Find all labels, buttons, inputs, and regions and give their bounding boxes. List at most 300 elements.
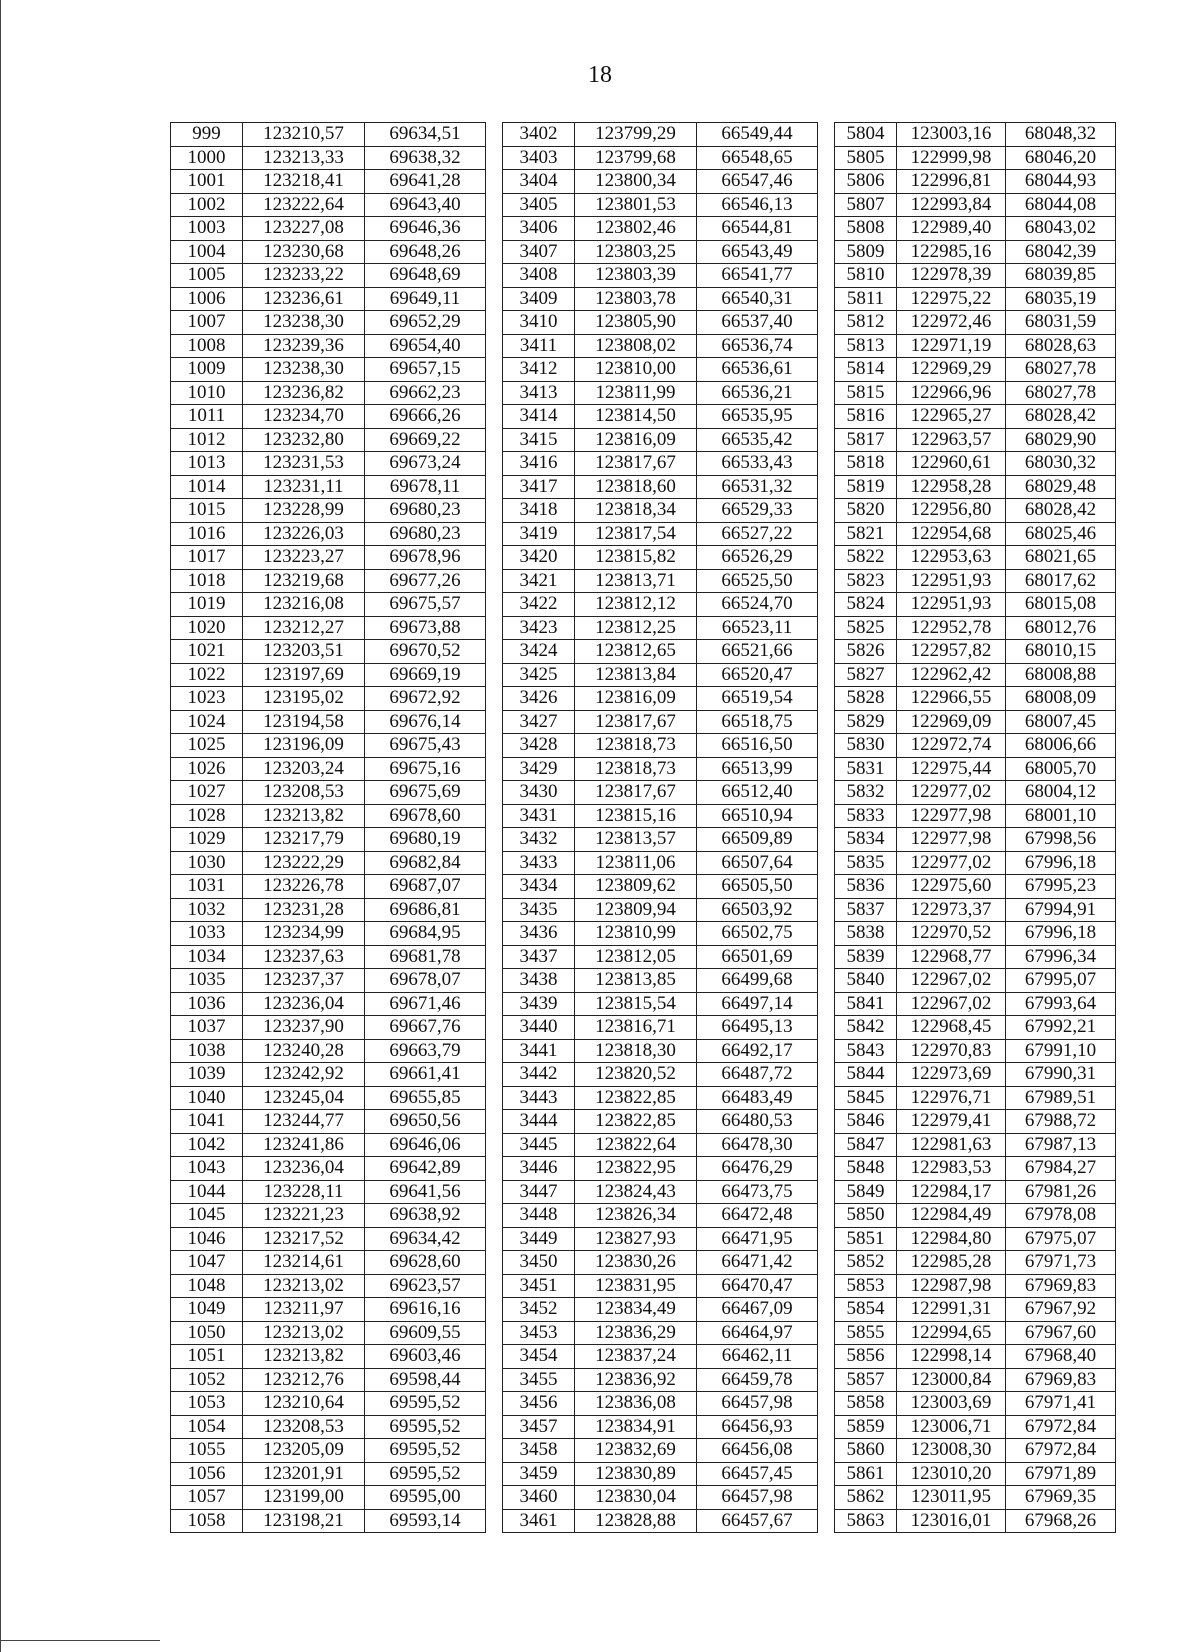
x-coordinate-cell: 123231,11 — [243, 475, 365, 499]
table-row — [835, 640, 1116, 664]
table-row — [503, 1039, 818, 1063]
table-row — [503, 804, 818, 828]
y-coordinate-cell: 69661,41 — [365, 1063, 486, 1087]
column-gap — [485, 122, 503, 1530]
y-coordinate-cell: 68005,70 — [1006, 757, 1116, 781]
point-number-cell: 1028 — [171, 804, 243, 828]
table-row — [835, 287, 1116, 311]
point-number-cell: 5821 — [835, 522, 897, 546]
table-row — [503, 992, 818, 1016]
point-number-cell: 5859 — [835, 1415, 897, 1439]
table-row — [171, 240, 486, 264]
point-number-cell: 1002 — [171, 193, 243, 217]
x-coordinate-cell: 123827,93 — [575, 1227, 697, 1251]
x-coordinate-cell: 122984,80 — [897, 1227, 1006, 1251]
table-row — [835, 922, 1116, 946]
table-row — [171, 851, 486, 875]
x-coordinate-cell: 123822,64 — [575, 1133, 697, 1157]
x-coordinate-cell: 123830,04 — [575, 1486, 697, 1510]
x-coordinate-cell: 123805,90 — [575, 311, 697, 335]
table-row — [835, 311, 1116, 335]
y-coordinate-cell: 67971,89 — [1006, 1462, 1116, 1486]
point-number-cell: 3415 — [503, 428, 575, 452]
table-row — [171, 1227, 486, 1251]
y-coordinate-cell: 67969,35 — [1006, 1486, 1116, 1510]
point-number-cell: 1050 — [171, 1321, 243, 1345]
table-row — [171, 1298, 486, 1322]
y-coordinate-cell: 69595,52 — [365, 1415, 486, 1439]
point-number-cell: 5852 — [835, 1251, 897, 1275]
y-coordinate-cell: 67984,27 — [1006, 1157, 1116, 1181]
y-coordinate-cell: 69680,19 — [365, 828, 486, 852]
point-number-cell: 5842 — [835, 1016, 897, 1040]
table-row — [171, 922, 486, 946]
point-number-cell: 5810 — [835, 264, 897, 288]
table-row — [835, 123, 1116, 147]
y-coordinate-cell: 66497,14 — [697, 992, 818, 1016]
y-coordinate-cell: 67995,23 — [1006, 875, 1116, 899]
table-row — [835, 499, 1116, 523]
point-number-cell: 3457 — [503, 1415, 575, 1439]
table-row — [835, 1016, 1116, 1040]
x-coordinate-cell: 123203,51 — [243, 640, 365, 664]
coordinate-table-1 — [170, 122, 486, 1533]
x-coordinate-cell: 123820,52 — [575, 1063, 697, 1087]
table-row — [835, 1180, 1116, 1204]
table-row — [835, 992, 1116, 1016]
y-coordinate-cell: 69628,60 — [365, 1251, 486, 1275]
point-number-cell: 3437 — [503, 945, 575, 969]
point-number-cell: 5860 — [835, 1439, 897, 1463]
table-row — [503, 922, 818, 946]
y-coordinate-cell: 69680,23 — [365, 522, 486, 546]
table-row — [503, 1204, 818, 1228]
point-number-cell: 3460 — [503, 1486, 575, 1510]
point-number-cell: 1045 — [171, 1204, 243, 1228]
point-number-cell: 3452 — [503, 1298, 575, 1322]
y-coordinate-cell: 66516,50 — [697, 734, 818, 758]
y-coordinate-cell: 69616,16 — [365, 1298, 486, 1322]
table-row — [171, 992, 486, 1016]
table-row — [835, 898, 1116, 922]
point-number-cell: 1025 — [171, 734, 243, 758]
point-number-cell: 5818 — [835, 452, 897, 476]
y-coordinate-cell: 68006,66 — [1006, 734, 1116, 758]
y-coordinate-cell: 69649,11 — [365, 287, 486, 311]
x-coordinate-cell: 122966,96 — [897, 381, 1006, 405]
table-row — [835, 1274, 1116, 1298]
y-coordinate-cell: 66512,40 — [697, 781, 818, 805]
table-row — [503, 358, 818, 382]
x-coordinate-cell: 123816,09 — [575, 687, 697, 711]
x-coordinate-cell: 122967,02 — [897, 992, 1006, 1016]
y-coordinate-cell: 69672,92 — [365, 687, 486, 711]
y-coordinate-cell: 68030,32 — [1006, 452, 1116, 476]
x-coordinate-cell: 122953,63 — [897, 546, 1006, 570]
point-number-cell: 5835 — [835, 851, 897, 875]
table-row — [171, 898, 486, 922]
table-row — [171, 499, 486, 523]
point-number-cell: 1010 — [171, 381, 243, 405]
table-row — [503, 428, 818, 452]
x-coordinate-cell: 122967,02 — [897, 969, 1006, 993]
y-coordinate-cell: 69687,07 — [365, 875, 486, 899]
point-number-cell: 3421 — [503, 569, 575, 593]
y-coordinate-cell: 68031,59 — [1006, 311, 1116, 335]
y-coordinate-cell: 67992,21 — [1006, 1016, 1116, 1040]
point-number-cell: 1037 — [171, 1016, 243, 1040]
point-number-cell: 3416 — [503, 452, 575, 476]
x-coordinate-cell: 123837,24 — [575, 1345, 697, 1369]
x-coordinate-cell: 122965,27 — [897, 405, 1006, 429]
x-coordinate-cell: 123836,08 — [575, 1392, 697, 1416]
y-coordinate-cell: 69595,52 — [365, 1462, 486, 1486]
table-row — [171, 546, 486, 570]
point-number-cell: 3406 — [503, 217, 575, 241]
x-coordinate-cell: 123208,53 — [243, 1415, 365, 1439]
y-coordinate-cell: 66502,75 — [697, 922, 818, 946]
x-coordinate-cell: 123813,71 — [575, 569, 697, 593]
y-coordinate-cell: 66462,11 — [697, 1345, 818, 1369]
x-coordinate-cell: 123800,34 — [575, 170, 697, 194]
table-row — [171, 264, 486, 288]
table-row — [171, 287, 486, 311]
point-number-cell: 5840 — [835, 969, 897, 993]
x-coordinate-cell: 122991,31 — [897, 1298, 1006, 1322]
point-number-cell: 5807 — [835, 193, 897, 217]
y-coordinate-cell: 68029,48 — [1006, 475, 1116, 499]
point-number-cell: 5806 — [835, 170, 897, 194]
x-coordinate-cell: 123240,28 — [243, 1039, 365, 1063]
table-row — [503, 1345, 818, 1369]
point-number-cell: 1017 — [171, 546, 243, 570]
table-row — [171, 1439, 486, 1463]
y-coordinate-cell: 68039,85 — [1006, 264, 1116, 288]
point-number-cell: 3435 — [503, 898, 575, 922]
point-number-cell: 1005 — [171, 264, 243, 288]
y-coordinate-cell: 68025,46 — [1006, 522, 1116, 546]
x-coordinate-cell: 123813,85 — [575, 969, 697, 993]
table-row — [171, 687, 486, 711]
point-number-cell: 1023 — [171, 687, 243, 711]
point-number-cell: 5843 — [835, 1039, 897, 1063]
x-coordinate-cell: 123006,71 — [897, 1415, 1006, 1439]
y-coordinate-cell: 68044,93 — [1006, 170, 1116, 194]
y-coordinate-cell: 69684,95 — [365, 922, 486, 946]
table-row — [835, 1462, 1116, 1486]
y-coordinate-cell: 66457,45 — [697, 1462, 818, 1486]
point-number-cell: 3426 — [503, 687, 575, 711]
y-coordinate-cell: 69646,06 — [365, 1133, 486, 1157]
point-number-cell: 5854 — [835, 1298, 897, 1322]
point-number-cell: 5820 — [835, 499, 897, 523]
x-coordinate-cell: 122958,28 — [897, 475, 1006, 499]
point-number-cell: 1029 — [171, 828, 243, 852]
x-coordinate-cell: 123237,63 — [243, 945, 365, 969]
table-row — [835, 1086, 1116, 1110]
table-row — [835, 1345, 1116, 1369]
x-coordinate-cell: 122956,80 — [897, 499, 1006, 523]
y-coordinate-cell: 66471,42 — [697, 1251, 818, 1275]
x-coordinate-cell: 123818,34 — [575, 499, 697, 523]
x-coordinate-cell: 123822,95 — [575, 1157, 697, 1181]
table-row — [503, 875, 818, 899]
x-coordinate-cell: 122981,63 — [897, 1133, 1006, 1157]
y-coordinate-cell: 67981,26 — [1006, 1180, 1116, 1204]
y-coordinate-cell: 66537,40 — [697, 311, 818, 335]
y-coordinate-cell: 69638,32 — [365, 146, 486, 170]
table-row — [835, 663, 1116, 687]
table-row — [171, 593, 486, 617]
x-coordinate-cell: 122962,42 — [897, 663, 1006, 687]
y-coordinate-cell: 69678,07 — [365, 969, 486, 993]
point-number-cell: 1035 — [171, 969, 243, 993]
y-coordinate-cell: 66471,95 — [697, 1227, 818, 1251]
table-row — [171, 475, 486, 499]
y-coordinate-cell: 66480,53 — [697, 1110, 818, 1134]
table-row — [171, 217, 486, 241]
y-coordinate-cell: 66457,98 — [697, 1486, 818, 1510]
x-coordinate-cell: 123222,29 — [243, 851, 365, 875]
x-coordinate-cell: 123011,95 — [897, 1486, 1006, 1510]
y-coordinate-cell: 66519,54 — [697, 687, 818, 711]
point-number-cell: 5853 — [835, 1274, 897, 1298]
y-coordinate-cell: 66501,69 — [697, 945, 818, 969]
table-row — [503, 1368, 818, 1392]
y-coordinate-cell: 69642,89 — [365, 1157, 486, 1181]
point-number-cell: 5823 — [835, 569, 897, 593]
y-coordinate-cell: 68001,10 — [1006, 804, 1116, 828]
point-number-cell: 3442 — [503, 1063, 575, 1087]
y-coordinate-cell: 66478,30 — [697, 1133, 818, 1157]
point-number-cell: 3407 — [503, 240, 575, 264]
x-coordinate-cell: 123803,39 — [575, 264, 697, 288]
y-coordinate-cell: 68028,42 — [1006, 405, 1116, 429]
coordinate-table-3 — [834, 122, 1116, 1533]
y-coordinate-cell: 67996,34 — [1006, 945, 1116, 969]
x-coordinate-cell: 122968,77 — [897, 945, 1006, 969]
y-coordinate-cell: 69609,55 — [365, 1321, 486, 1345]
table-row — [171, 123, 486, 147]
point-number-cell: 1053 — [171, 1392, 243, 1416]
table-row — [835, 452, 1116, 476]
y-coordinate-cell: 66526,29 — [697, 546, 818, 570]
table-row — [503, 687, 818, 711]
y-coordinate-cell: 66536,74 — [697, 334, 818, 358]
y-coordinate-cell: 69675,43 — [365, 734, 486, 758]
table-row — [503, 334, 818, 358]
table-row — [835, 734, 1116, 758]
y-coordinate-cell: 69678,60 — [365, 804, 486, 828]
point-number-cell: 5851 — [835, 1227, 897, 1251]
x-coordinate-cell: 123813,84 — [575, 663, 697, 687]
x-coordinate-cell: 123826,34 — [575, 1204, 697, 1228]
point-number-cell: 1000 — [171, 146, 243, 170]
point-number-cell: 5857 — [835, 1368, 897, 1392]
point-number-cell: 1027 — [171, 781, 243, 805]
point-number-cell: 5833 — [835, 804, 897, 828]
y-coordinate-cell: 69641,28 — [365, 170, 486, 194]
table-row — [503, 405, 818, 429]
x-coordinate-cell: 122972,46 — [897, 311, 1006, 335]
y-coordinate-cell: 66523,11 — [697, 616, 818, 640]
table-row — [835, 1368, 1116, 1392]
y-coordinate-cell: 67972,84 — [1006, 1415, 1116, 1439]
point-number-cell: 3422 — [503, 593, 575, 617]
x-coordinate-cell: 123811,99 — [575, 381, 697, 405]
coordinate-table-2 — [502, 122, 818, 1533]
x-coordinate-cell: 122963,57 — [897, 428, 1006, 452]
x-coordinate-cell: 123818,73 — [575, 734, 697, 758]
x-coordinate-cell: 123812,65 — [575, 640, 697, 664]
table-row — [503, 1415, 818, 1439]
y-coordinate-cell: 69670,52 — [365, 640, 486, 664]
table-row — [835, 193, 1116, 217]
point-number-cell: 5808 — [835, 217, 897, 241]
point-number-cell: 3432 — [503, 828, 575, 852]
point-number-cell: 3403 — [503, 146, 575, 170]
table-row — [171, 1016, 486, 1040]
point-number-cell: 1012 — [171, 428, 243, 452]
x-coordinate-cell: 123812,05 — [575, 945, 697, 969]
y-coordinate-cell: 68048,32 — [1006, 123, 1116, 147]
x-coordinate-cell: 123830,89 — [575, 1462, 697, 1486]
y-coordinate-cell: 66495,13 — [697, 1016, 818, 1040]
point-number-cell: 5817 — [835, 428, 897, 452]
table-row — [503, 1227, 818, 1251]
table-row — [171, 710, 486, 734]
x-coordinate-cell: 123812,12 — [575, 593, 697, 617]
point-number-cell: 1022 — [171, 663, 243, 687]
table-row — [835, 381, 1116, 405]
x-coordinate-cell: 122999,98 — [897, 146, 1006, 170]
point-number-cell: 999 — [171, 123, 243, 147]
y-coordinate-cell: 66543,49 — [697, 240, 818, 264]
table-row — [503, 546, 818, 570]
x-coordinate-cell: 123810,99 — [575, 922, 697, 946]
table-row — [503, 898, 818, 922]
table-row — [171, 663, 486, 687]
x-coordinate-cell: 122994,65 — [897, 1321, 1006, 1345]
y-coordinate-cell: 66518,75 — [697, 710, 818, 734]
point-number-cell: 1011 — [171, 405, 243, 429]
point-number-cell: 3402 — [503, 123, 575, 147]
x-coordinate-cell: 123000,84 — [897, 1368, 1006, 1392]
table-row — [835, 522, 1116, 546]
point-number-cell: 1021 — [171, 640, 243, 664]
table-row — [171, 381, 486, 405]
y-coordinate-cell: 66483,49 — [697, 1086, 818, 1110]
table-row — [503, 240, 818, 264]
table-row — [503, 593, 818, 617]
point-number-cell: 5847 — [835, 1133, 897, 1157]
point-number-cell: 1042 — [171, 1133, 243, 1157]
y-coordinate-cell: 68008,88 — [1006, 663, 1116, 687]
y-coordinate-cell: 66548,65 — [697, 146, 818, 170]
point-number-cell: 3427 — [503, 710, 575, 734]
table-row — [835, 1063, 1116, 1087]
y-coordinate-cell: 67968,40 — [1006, 1345, 1116, 1369]
point-number-cell: 3430 — [503, 781, 575, 805]
point-number-cell: 1013 — [171, 452, 243, 476]
y-coordinate-cell: 68035,19 — [1006, 287, 1116, 311]
point-number-cell: 3405 — [503, 193, 575, 217]
y-coordinate-cell: 68007,45 — [1006, 710, 1116, 734]
table-row — [171, 1039, 486, 1063]
y-coordinate-cell: 69662,23 — [365, 381, 486, 405]
x-coordinate-cell: 123201,91 — [243, 1462, 365, 1486]
point-number-cell: 5841 — [835, 992, 897, 1016]
point-number-cell: 3450 — [503, 1251, 575, 1275]
y-coordinate-cell: 66492,17 — [697, 1039, 818, 1063]
y-coordinate-cell: 69667,76 — [365, 1016, 486, 1040]
table-row — [171, 334, 486, 358]
x-coordinate-cell: 123799,68 — [575, 146, 697, 170]
x-coordinate-cell: 122975,22 — [897, 287, 1006, 311]
table-row — [835, 945, 1116, 969]
x-coordinate-cell: 122977,02 — [897, 781, 1006, 805]
x-coordinate-cell: 123216,08 — [243, 593, 365, 617]
x-coordinate-cell: 123244,77 — [243, 1110, 365, 1134]
point-number-cell: 5826 — [835, 640, 897, 664]
y-coordinate-cell: 66525,50 — [697, 569, 818, 593]
table-row — [171, 1251, 486, 1275]
point-number-cell: 3410 — [503, 311, 575, 335]
table-row — [835, 710, 1116, 734]
table-row — [503, 381, 818, 405]
x-coordinate-cell: 123228,99 — [243, 499, 365, 523]
y-coordinate-cell: 66547,46 — [697, 170, 818, 194]
y-coordinate-cell: 67994,91 — [1006, 898, 1116, 922]
x-coordinate-cell: 123212,27 — [243, 616, 365, 640]
table-row — [171, 1204, 486, 1228]
table-row — [835, 1439, 1116, 1463]
point-number-cell: 3448 — [503, 1204, 575, 1228]
y-coordinate-cell: 66533,43 — [697, 452, 818, 476]
y-coordinate-cell: 66540,31 — [697, 287, 818, 311]
table-row — [835, 1251, 1116, 1275]
x-coordinate-cell: 123834,49 — [575, 1298, 697, 1322]
table-row — [503, 781, 818, 805]
table-row — [503, 569, 818, 593]
x-coordinate-cell: 123236,61 — [243, 287, 365, 311]
y-coordinate-cell: 66536,61 — [697, 358, 818, 382]
table-row — [835, 146, 1116, 170]
point-number-cell: 5816 — [835, 405, 897, 429]
x-coordinate-cell: 123219,68 — [243, 569, 365, 593]
table-row — [835, 1509, 1116, 1533]
x-coordinate-cell: 122983,53 — [897, 1157, 1006, 1181]
table-row — [835, 1321, 1116, 1345]
point-number-cell: 1008 — [171, 334, 243, 358]
x-coordinate-cell: 122985,28 — [897, 1251, 1006, 1275]
point-number-cell: 3445 — [503, 1133, 575, 1157]
point-number-cell: 5819 — [835, 475, 897, 499]
x-coordinate-cell: 122970,83 — [897, 1039, 1006, 1063]
table-row — [835, 1298, 1116, 1322]
y-coordinate-cell: 69643,40 — [365, 193, 486, 217]
point-number-cell: 1047 — [171, 1251, 243, 1275]
point-number-cell: 3453 — [503, 1321, 575, 1345]
point-number-cell: 1031 — [171, 875, 243, 899]
x-coordinate-cell: 123198,21 — [243, 1509, 365, 1533]
point-number-cell: 1018 — [171, 569, 243, 593]
table-row — [503, 123, 818, 147]
table-row — [835, 969, 1116, 993]
x-coordinate-cell: 123221,23 — [243, 1204, 365, 1228]
table-row — [503, 1392, 818, 1416]
table-row — [503, 1462, 818, 1486]
